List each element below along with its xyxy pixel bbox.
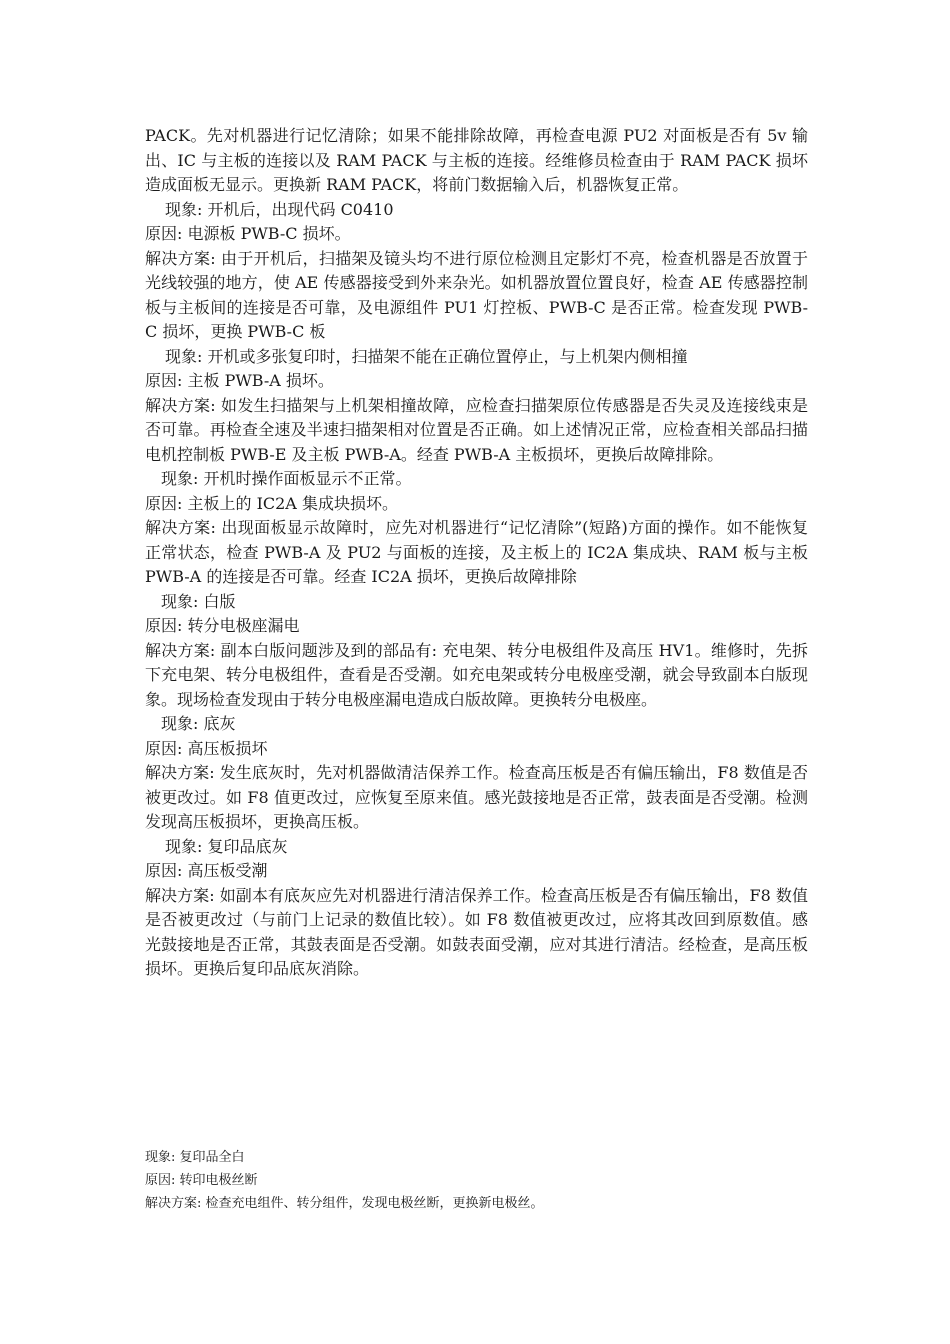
symptom-line: 现象: 复印品底灰	[165, 836, 288, 856]
cause-line: 原因: 主板上的 IC2A 集成块损坏。	[145, 493, 398, 513]
intro-paragraph: PACK。先对机器进行记忆清除；如果不能排除故障，再检查电源 PU2 对面板是否有 5v 输出、IC 与主板的连接以及 RAM PACK 与主板的连接。经维修员检查由于 RAM PACK 损坏造成面板无显示。更换新 RAM PACK，将前门数据输入后，机器恢复正常。	[145, 126, 808, 194]
solution-paragraph: 解决方案: 检查充电组件、转分组件，发现电极丝断，更换新电极丝。	[145, 1196, 544, 1211]
symptom-line: 现象: 底灰	[161, 714, 236, 733]
solution-paragraph: 解决方案: 由于开机后，扫描架及镜头均不进行原位检测且定影灯不亮，检查机器是否放置于光线较强的地方，使 AE 传感器接受到外来杂光。如机器放置位置良好，检查 AE 传感器控制板与主板间的连接是否可靠，及电源组件 PU1 灯控板、PWB-C 是否正常。检查发现 PWB-C 损坏，更换 PWB-C 板	[145, 248, 808, 341]
cause-line: 原因: 主板 PWB-A 损坏。	[145, 371, 334, 390]
symptom-line: 现象: 白版	[161, 591, 236, 611]
solution-paragraph: 解决方案: 如副本有底灰应先对机器进行清洁保养工作。检查高压板是否有偏压输出，F8 数值是否被更改过（与前门上记录的数值比较）。如 F8 数值被更改过，应将其改回到原数值。感光鼓接地是否正常，其鼓表面是否受潮。如鼓表面受潮，应对其进行清洁。经检查，是高压板损坏。更换后复印品底灰消除。	[145, 885, 808, 978]
cause-line: 原因: 电源板 PWB-C 损坏。	[145, 224, 351, 243]
solution-paragraph: 解决方案: 如发生扫描架与上机架相撞故障，应检查扫描架原位传感器是否失灵及连接线束是否可靠。再检查全速及半速扫描架相对位置是否正确。如上述情况正常，应检查相关部品扫描电机控制板 PWB-E 及主板 PWB-A。经查 PWB-A 主板损坏，更换后故障排除。	[145, 395, 808, 464]
solution-paragraph: 解决方案: 发生底灰时，先对机器做清洁保养工作。检查高压板是否有偏压输出，F8 数值是否被更改过。如 F8 值更改过，应恢复至原来值。感光鼓接地是否正常，鼓表面是否受潮。检测发现高压板损坏，更换高压板。	[145, 763, 808, 831]
main-text	[145, 124, 808, 982]
symptom-line: 现象: 复印品全白	[145, 1150, 245, 1165]
cause-line: 原因: 高压板受潮	[145, 861, 268, 880]
solution-paragraph: 解决方案: 副本白版问题涉及到的部品有: 充电架、转分电极组件及高压 HV1。维修时，先拆下充电架、转分电极组件，查看是否受潮。如充电架或转分电极座受潮，就会导致副本白版现象。现场检查发现由于转分电极座漏电造成白版故障。更换转分电极座。	[145, 640, 808, 709]
symptom-line: 现象: 开机后，出现代码 C0410	[165, 199, 394, 219]
symptom-line: 现象: 开机或多张复印时，扫描架不能在正确位置停止，与上机架内侧相撞	[165, 346, 688, 366]
footer-case	[145, 1146, 808, 1215]
cause-line: 原因: 转分电极座漏电	[145, 616, 300, 635]
cause-line: 原因: 转印电极丝断	[145, 1173, 258, 1188]
symptom-line: 现象: 开机时操作面板显示不正常。	[161, 469, 412, 488]
solution-paragraph: 解决方案: 出现面板显示故障时，应先对机器进行“记忆清除”(短路)方面的操作。如不能恢复正常状态，检查 PWB-A 及 PU2 与面板的连接，及主板上的 IC2A 集成块、RAM 板与主板 PWB-A 的连接是否可靠。经查 IC2A 损坏，更换后故障排除	[145, 518, 808, 586]
cause-line: 原因: 高压板损坏	[145, 738, 268, 758]
